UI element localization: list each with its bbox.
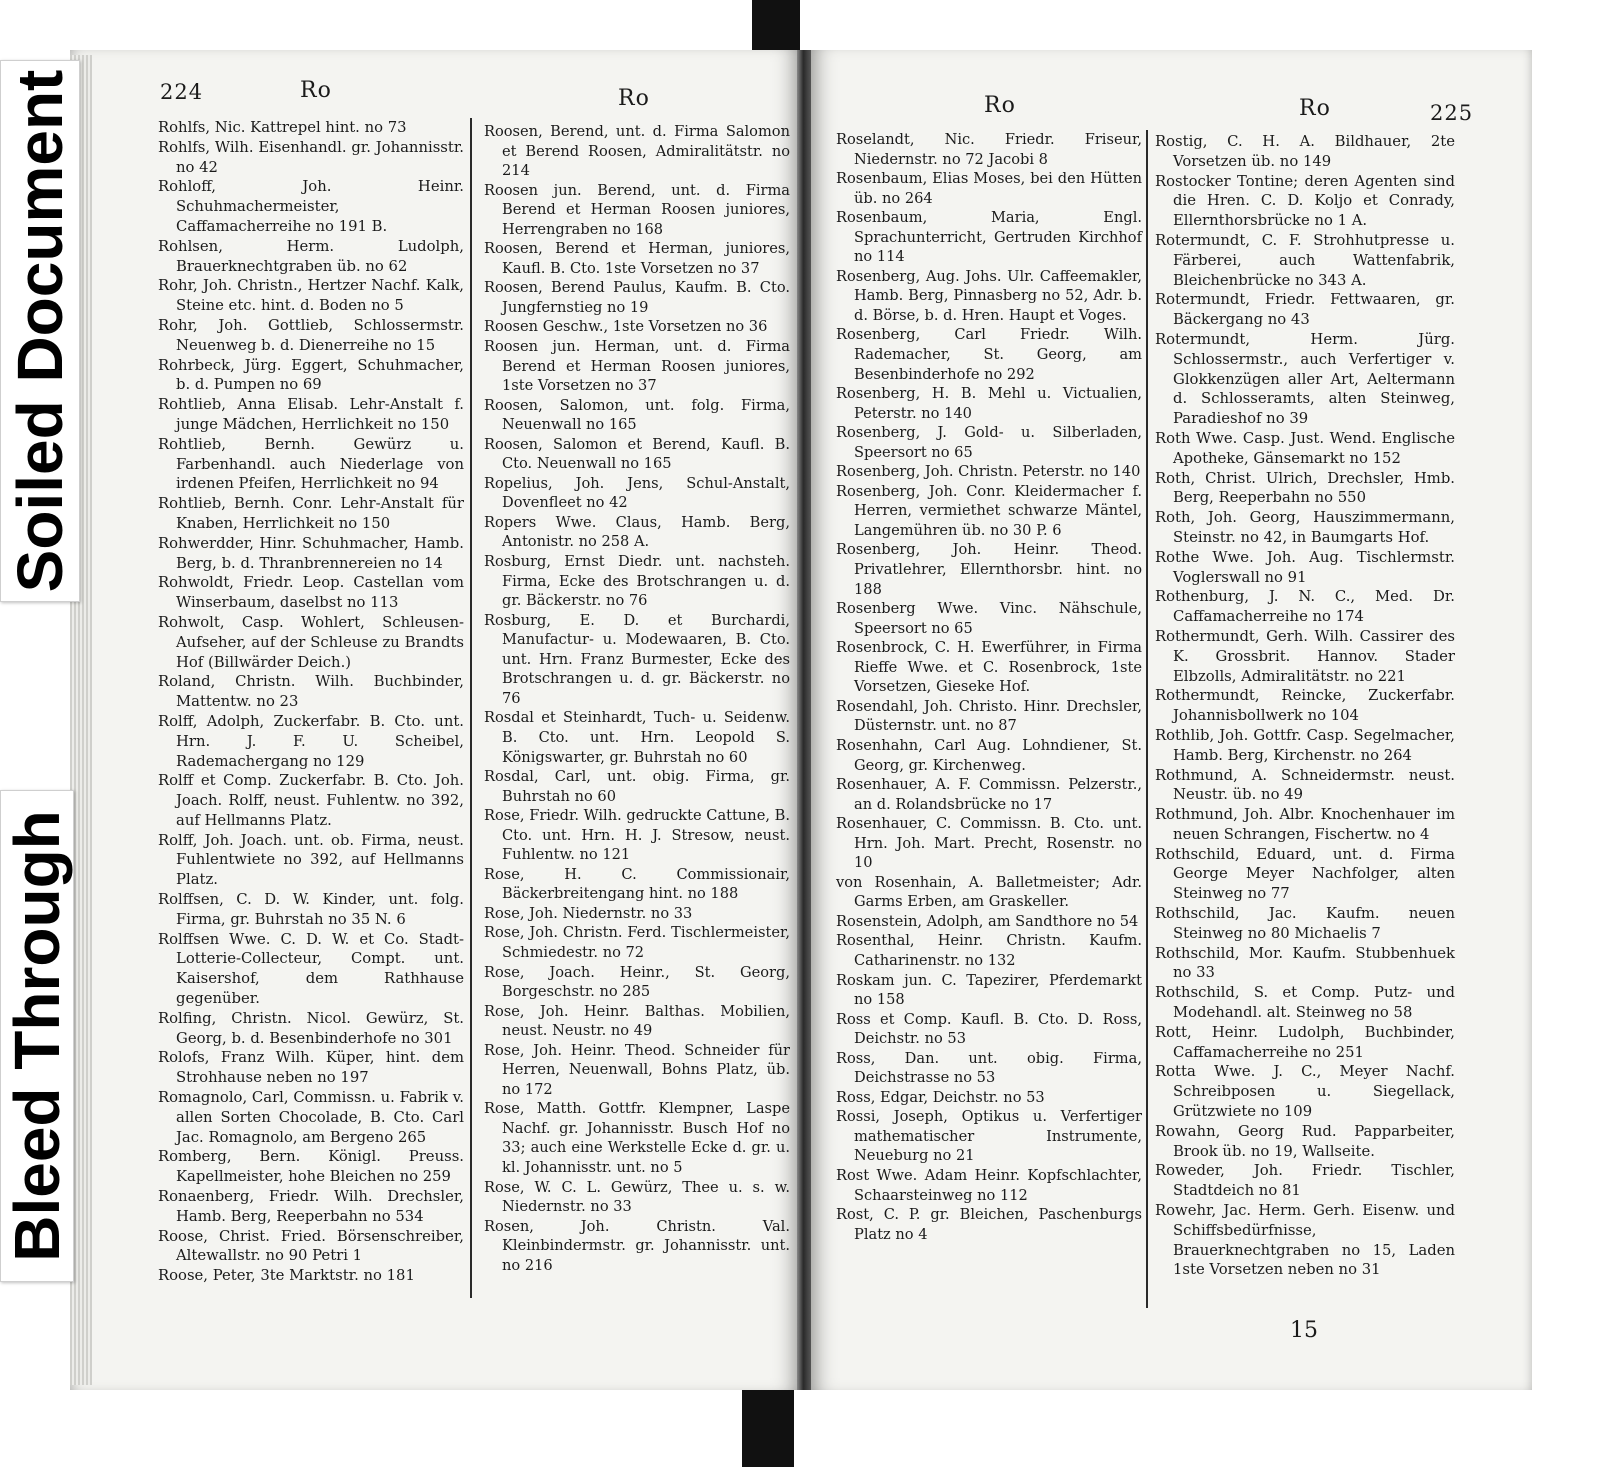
directory-entry: Rose, Joh. Heinr. Theod. Schneider für Herren, Neuenwall, Bohns Platz, üb. no 172 [484,1041,790,1098]
directory-entry: Rohloff, Joh. Heinr. Schuhmachermeister, Caffamacherreihe no 191 B. [158,178,464,235]
directory-entry: Rose, W. C. L. Gewürz, Thee u. s. w. Niedernstr. no 33 [484,1178,790,1216]
directory-entry: Rothermundt, Reincke, Zuckerfabr. Johannisbollwerk no 104 [1155,687,1455,725]
bleed-through-stamp [0,790,74,1282]
directory-entry: Rothmund, A. Schneidermstr. neust. Neustr. üb. no 49 [1155,766,1455,804]
left-page-number: 224 [160,80,204,104]
directory-entry: Rose, Joh. Christn. Ferd. Tischlermeister, Schmiedestr. no 72 [484,924,790,961]
directory-entry: Rohtlieb, Bernh. Gewürz u. Farbenhandl. auch Niederlage von irdenen Pfeifen, Herrlichkeit no 94 [158,435,464,493]
directory-entry: von Rosenhain, A. Balletmeister; Adr. Garms Erben, am Graskeller. [836,873,1142,911]
directory-entry: Rohwerdder, Hinr. Schuhmacher, Hamb. Berg, b. d. Thranbrennereien no 14 [158,534,464,572]
directory-column-3 [836,130,1142,1244]
binding-tab-bottom [742,1390,794,1467]
directory-entry: Rose, Joh. Niedernstr. no 33 [484,904,693,922]
directory-entry: Rosenthal, Heinr. Christn. Kaufm. Catharinenstr. no 132 [836,932,1142,969]
directory-entry: Roosen jun. Herman, unt. d. Firma Berend et Herman Roosen juniores, 1ste Vorsetzen no 37 [484,338,790,395]
directory-entry: Rolffsen, C. D. W. Kinder, unt. folg. Firma, gr. Buhrstah no 35 N. 6 [158,891,464,928]
directory-entry: Roland, Christn. Wilh. Buchbinder, Mattentw. no 23 [158,673,464,711]
directory-entry: Roosen, Salomon et Berend, Kaufl. B. Cto. Neuenwall no 165 [484,435,790,473]
directory-entry: Rothschild, Eduard, unt. d. Firma George Meyer Nachfolger, alten Steinweg no 77 [1155,845,1455,903]
directory-entry: Rosenstein, Adolph, am Sandthore no 54 [836,912,1139,930]
directory-entry: Rosdal, Carl, unt. obig. Firma, gr. Buhrstah no 60 [484,768,790,805]
directory-entry: Ropers Wwe. Claus, Hamb. Berg, Antonistr. no 258 A. [484,513,790,551]
directory-entry: Rosenbaum, Maria, Engl. Sprachunterricht, Gertruden Kirchhof no 114 [836,209,1142,266]
directory-entry: Rosburg, Ernst Diedr. unt. nachsteh. Firma, Ecke des Brotschrangen u. d. gr. Bäckerstr. no 76 [484,553,790,610]
directory-entry: Rothenburg, J. N. C., Med. Dr. Caffamacherreihe no 174 [1155,588,1455,626]
directory-entry: Rost, C. P. gr. Bleichen, Paschenburgs Platz no 4 [836,1206,1142,1243]
directory-entry: Rolfing, Christn. Nicol. Gewürz, St. Georg, b. d. Besenbinderhofe no 301 [158,1009,464,1047]
directory-entry: Rohrbeck, Jürg. Eggert, Schuhmacher, b. d. Pumpen no 69 [158,356,464,394]
directory-entry: Rolff et Comp. Zuckerfabr. B. Cto. Joh. Joach. Rolff, neust. Fuhlentw. no 392, auf Hellmanns Platz. [158,772,464,829]
directory-entry: Rotermundt, Herm. Jürg. Schlossermstr., auch Verfertiger v. Glokkenzügen aller Art, Aeltermann d. Schlosseramts, alten Steinweg, Paradieshof no 39 [1155,330,1455,428]
signature-mark: 15 [1290,1318,1318,1343]
directory-entry: Roose, Christ. Fried. Börsenschreiber, Altewallstr. no 90 Petri 1 [158,1227,464,1265]
right-page-number: 225 [1430,101,1474,125]
directory-entry: Rothschild, S. et Comp. Putz- und Modehandl. alt. Steinweg no 58 [1155,984,1455,1022]
directory-entry: Ronaenberg, Friedr. Wilh. Drechsler, Hamb. Berg, Reeperbahn no 534 [158,1188,464,1225]
directory-entry: Rosendahl, Joh. Christo. Hinr. Drechsler, Düsternstr. unt. no 87 [836,697,1142,735]
directory-entry: Ross, Dan. unt. obig. Firma, Deichstrasse no 53 [836,1049,1142,1087]
directory-entry: Rowahn, Georg Rud. Papparbeiter, Brook üb. no 19, Wallseite. [1155,1122,1455,1160]
directory-entry: Rosdal et Steinhardt, Tuch- u. Seidenw. B. Cto. unt. Hrn. Leopold S. Königswarter, gr. Buhrstah no 60 [484,709,790,766]
directory-entry: Rosenberg, Carl Friedr. Wilh. Rademacher, St. Georg, am Besenbinderhofe no 292 [836,326,1142,383]
directory-entry: Rosburg, E. D. et Burchardi, Manufactur- u. Modewaaren, B. Cto. unt. Hrn. Franz Burmester, Ecke des Brotschrangen u. d. gr. Bäckerstr. no 76 [484,611,790,707]
directory-entry: Roosen, Berend Paulus, Kaufm. B. Cto. Jungfernstieg no 19 [484,279,790,316]
directory-entry: Rosenhauer, C. Commissn. B. Cto. unt. Hrn. Joh. Mart. Precht, Rosenstr. no 10 [836,815,1142,872]
stamp-label: Bleed Through [1,810,73,1262]
directory-entry: Rothschild, Jac. Kaufm. neuen Steinweg no 80 Michaelis 7 [1155,905,1455,942]
directory-entry: Rolff, Joh. Joach. unt. ob. Firma, neust. Fuhlentwiete no 392, auf Hellmanns Platz. [158,831,464,889]
directory-entry: Roselandt, Nic. Friedr. Friseur, Niedernstr. no 72 Jacobi 8 [836,131,1142,168]
directory-entry: Rosen, Joh. Christn. Val. Kleinbindermstr. gr. Johannisstr. unt. no 216 [484,1217,790,1274]
directory-entry: Roosen Geschw., 1ste Vorsetzen no 36 [484,318,768,336]
directory-entry: Rosenberg Wwe. Vinc. Nähschule, Speersort no 65 [836,600,1142,637]
directory-entry: Rothermundt, Gerh. Wilh. Cassirer des K. Grossbrit. Hannov. Stader Elbzolls, Admiralitätstr. no 221 [1155,627,1455,685]
directory-entry: Rose, Joach. Heinr., St. Georg, Borgeschstr. no 285 [484,963,790,1001]
directory-entry: Rosenbrock, C. H. Ewerführer, in Firma Rieffe Wwe. et C. Rosenbrock, 1ste Vorsetzen, Gieseke Hof. [836,639,1142,696]
directory-entry: Roth Wwe. Casp. Just. Wend. Englische Apotheke, Gänsemarkt no 152 [1155,429,1455,467]
directory-entry: Rohtlieb, Bernh. Conr. Lehr-Anstalt für Knaben, Herrlichkeit no 150 [158,495,464,532]
binding-tab-top [752,0,800,50]
book-gutter [797,50,811,1390]
directory-entry: Ross, Edgar, Deichstr. no 53 [836,1088,1045,1106]
directory-entry: Rohr, Joh. Gottlieb, Schlossermstr. Neuenweg b. d. Dienerreihe no 15 [158,316,464,354]
directory-entry: Rostocker Tontine; deren Agenten sind die Hren. C. D. Koljo et Conrady, Ellernthorsbrücke no 1 A. [1155,172,1455,230]
directory-entry: Rosenberg, Joh. Conr. Kleidermacher f. Herren, vermiethet schwarze Mäntel, Langemühren üb. no 30 P. 6 [836,482,1142,539]
directory-entry: Rotta Wwe. J. C., Meyer Nachf. Schreibposen u. Siegellack, Grützwiete no 109 [1155,1063,1455,1121]
stamp-label: Soiled Document [4,69,76,593]
directory-entry: Roosen, Salomon, unt. folg. Firma, Neuenwall no 165 [484,396,790,434]
directory-entry: Rohwoldt, Friedr. Leop. Castellan vom Winserbaum, daselbst no 113 [158,574,464,612]
column-rule-right [1146,130,1148,1308]
directory-entry: Roth, Christ. Ulrich, Drechsler, Hmb. Berg, Reeperbahn no 550 [1155,469,1455,507]
directory-entry: Rose, Friedr. Wilh. gedruckte Cattune, B. Cto. unt. Hrn. H. J. Stresow, neust. Fuhlentw. no 121 [484,807,790,864]
directory-entry: Rossi, Joseph, Optikus u. Verfertiger mathematischer Instrumente, Neueburg no 21 [836,1108,1142,1165]
directory-entry: Rothmund, Joh. Albr. Knochenhauer im neuen Schrangen, Fischertw. no 4 [1155,806,1455,843]
directory-entry: Rott, Heinr. Ludolph, Buchbinder, Caffamacherreihe no 251 [1155,1023,1455,1061]
directory-entry: Rothe Wwe. Joh. Aug. Tischlermstr. Voglerswall no 91 [1155,548,1455,586]
directory-entry: Romagnolo, Carl, Commissn. u. Fabrik v. allen Sorten Chocolade, B. Cto. Carl Jac. Romagnolo, am Bergeno 265 [158,1089,464,1146]
directory-entry: Rosenbaum, Elias Moses, bei den Hütten üb. no 264 [836,170,1142,207]
directory-entry: Rose, Joh. Heinr. Balthas. Mobilien, neust. Neustr. no 49 [484,1002,790,1040]
directory-entry: Roosen jun. Berend, unt. d. Firma Berend et Herman Roosen juniores, Herrengraben no 168 [484,181,790,238]
directory-entry: Rosenberg, H. B. Mehl u. Victualien, Peterstr. no 140 [836,385,1142,422]
directory-column-4 [1155,132,1455,1280]
directory-entry: Rohlsen, Herm. Ludolph, Brauerknechtgraben üb. no 62 [158,237,464,275]
directory-entry: Roosen, Berend et Herman, juniores, Kaufl. B. Cto. 1ste Vorsetzen no 37 [484,240,790,277]
right-header-1: Ro [984,93,1016,118]
directory-entry: Roosen, Berend, unt. d. Firma Salomon et Berend Roosen, Admiralitätstr. no 214 [484,123,790,180]
directory-entry: Rostig, C. H. A. Bildhauer, 2te Vorsetzen üb. no 149 [1155,133,1455,170]
directory-entry: Romberg, Bern. Königl. Preuss. Kapellmeister, hohe Bleichen no 259 [158,1148,464,1186]
directory-entry: Roose, Peter, 3te Marktstr. no 181 [158,1267,415,1285]
right-header-2: Ro [1299,96,1331,121]
directory-entry: Ropelius, Joh. Jens, Schul-Anstalt, Dovenfleet no 42 [484,474,790,512]
directory-entry: Rosenberg, Aug. Johs. Ulr. Caffeemakler, Hamb. Berg, Pinnasberg no 52, Adr. b. d. Börse, b. d. Hren. Haupt et Voges. [836,267,1142,324]
directory-entry: Rohlfs, Nic. Kattrepel hint. no 73 [158,119,407,136]
directory-entry: Rolffsen Wwe. C. D. W. et Co. Stadt-Lotterie-Collecteur, Compt. unt. Kaisershof, dem Rathhause gegenüber. [158,930,464,1008]
directory-entry: Rothschild, Mor. Kaufm. Stubbenhuek no 33 [1155,944,1455,982]
directory-entry: Rohr, Joh. Christn., Hertzer Nachf. Kalk, Steine etc. hint. d. Boden no 5 [158,277,464,315]
directory-entry: Rosenhauer, A. F. Commissn. Pelzerstr., an d. Rolandsbrücke no 17 [836,776,1142,813]
directory-entry: Rolofs, Franz Wilh. Küper, hint. dem Strohhause neben no 197 [158,1049,464,1087]
directory-entry: Roth, Joh. Georg, Hauszimmermann, Steinstr. no 42, in Baumgarts Hof. [1155,509,1455,546]
soiled-document-stamp [0,60,80,602]
directory-entry: Rosenberg, J. Gold- u. Silberladen, Speersort no 65 [836,424,1142,461]
directory-column-1 [158,118,464,1286]
column-rule-left [470,118,472,1298]
directory-entry: Rohtlieb, Anna Elisab. Lehr-Anstalt f. junge Mädchen, Herrlichkeit no 150 [158,396,464,433]
directory-entry: Rowehr, Jac. Herm. Gerh. Eisenw. und Schiffsbedürfnisse, Brauerknechtgraben no 15, Laden 1ste Vorsetzen neben no 31 [1155,1202,1455,1279]
left-header-1: Ro [300,78,332,103]
directory-entry: Rothlib, Joh. Gottfr. Casp. Segelmacher, Hamb. Berg, Kirchenstr. no 264 [1155,726,1455,764]
directory-entry: Rolff, Adolph, Zuckerfabr. B. Cto. unt. Hrn. J. F. U. Scheibel, Rademachergang no 129 [158,712,464,770]
directory-entry: Rose, H. C. Commissionair, Bäckerbreitengang hint. no 188 [484,865,790,903]
directory-entry: Ross et Comp. Kaufl. B. Cto. D. Ross, Deichstr. no 53 [836,1010,1142,1048]
directory-entry: Rose, Matth. Gottfr. Klempner, Laspe Nachf. gr. Johannisstr. Busch Hof no 33; auch eine Werkstelle Ecke d. gr. u. kl. Johannisstr. unt. no 5 [484,1100,790,1176]
directory-column-2 [484,122,790,1275]
directory-entry: Rosenberg, Joh. Heinr. Theod. Privatlehrer, Ellernthorsbr. hint. no 188 [836,541,1142,598]
directory-entry: Rotermundt, Friedr. Fettwaaren, gr. Bäckergang no 43 [1155,291,1455,329]
directory-entry: Roweder, Joh. Friedr. Tischler, Stadtdeich no 81 [1155,1162,1455,1200]
directory-entry: Roskam jun. C. Tapezirer, Pferdemarkt no 158 [836,971,1142,1009]
directory-entry: Rosenberg, Joh. Christn. Peterstr. no 140 [836,463,1141,481]
left-header-2: Ro [618,86,650,111]
directory-entry: Rotermundt, C. F. Strohhutpresse u. Färberei, auch Wattenfabrik, Bleichenbrücke no 343 A. [1155,231,1455,289]
directory-entry: Rosenhahn, Carl Aug. Lohndiener, St. Georg, gr. Kirchenweg. [836,736,1142,774]
directory-entry: Rohwolt, Casp. Wohlert, Schleusen-Aufseher, auf der Schleuse zu Brandts Hof (Billwärder Deich.) [158,613,464,671]
directory-entry: Rost Wwe. Adam Heinr. Kopfschlachter, Schaarsteinweg no 112 [836,1166,1142,1204]
directory-entry: Rohlfs, Wilh. Eisenhandl. gr. Johannisstr. no 42 [158,138,464,176]
